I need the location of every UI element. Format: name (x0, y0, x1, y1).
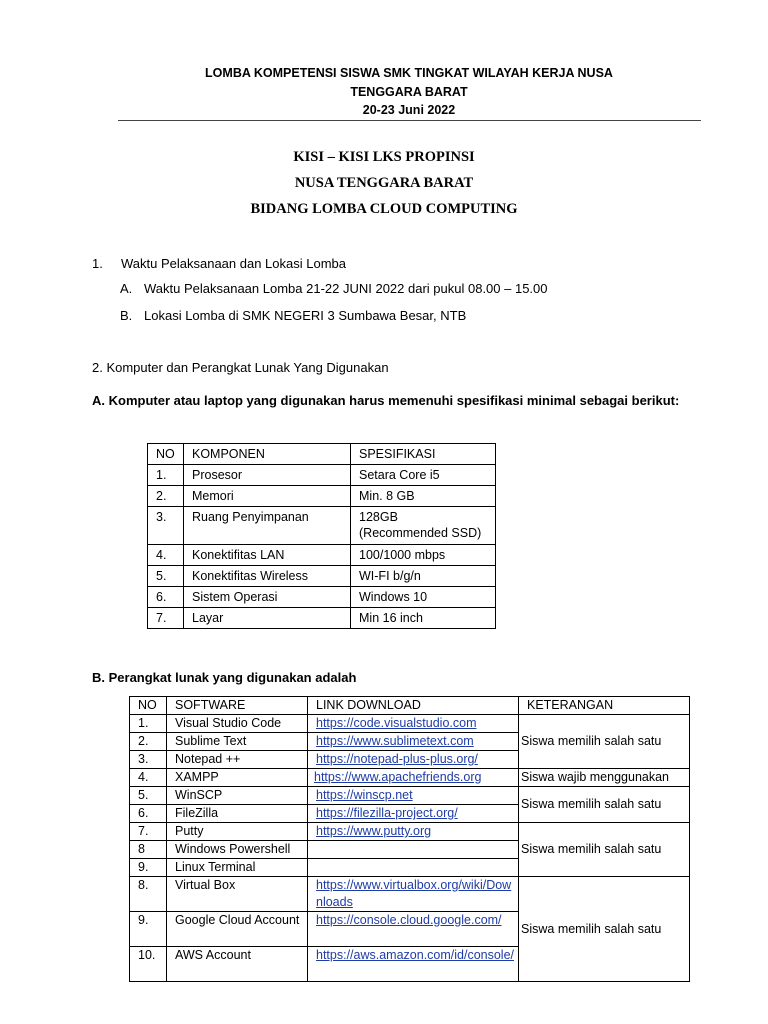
komponen-header-row (148, 444, 496, 465)
section1-b-label: B. (120, 308, 133, 323)
cell-link (308, 733, 519, 751)
cell-no: 7. (148, 608, 184, 629)
cell-komponen: Konektifitas LAN (184, 545, 351, 566)
komponen-table (147, 443, 496, 629)
cell-software: Virtual Box (167, 877, 308, 912)
cell-no: 7. (130, 823, 167, 841)
table-row (130, 877, 690, 912)
cell-spesifikasi: WI-FI b/g/n (351, 566, 496, 587)
download-link[interactable]: https://filezilla-project.org/ (316, 806, 458, 820)
cell-keterangan: Siswa memilih salah satu (519, 715, 690, 769)
title-line-1: KISI – KISI LKS PROPINSI (293, 149, 475, 165)
cell-no: 1. (148, 465, 184, 486)
cell-software: Sublime Text (167, 733, 308, 751)
cell-spesifikasi: Windows 10 (351, 587, 496, 608)
cell-software: Putty (167, 823, 308, 841)
section1-number: 1. (92, 256, 103, 271)
download-link[interactable]: https://www.sublimetext.com (316, 734, 474, 748)
download-link[interactable]: https://winscp.net (316, 788, 413, 802)
download-link[interactable]: https://aws.amazon.com/id/console/ (316, 948, 515, 962)
table-row (148, 545, 496, 566)
table-row (148, 465, 496, 486)
cell-no: 8. (130, 877, 167, 912)
table-row (148, 486, 496, 507)
table-row (148, 566, 496, 587)
cell-spesifikasi: Setara Core i5 (351, 465, 496, 486)
cell-link (308, 947, 519, 982)
cell-spesifikasi: 100/1000 mbps (351, 545, 496, 566)
cell-software: AWS Account (167, 947, 308, 982)
cell-komponen: Konektifitas Wireless (184, 566, 351, 587)
section1-title: Waktu Pelaksanaan dan Lokasi Lomba (121, 256, 346, 271)
cell-komponen: Sistem Operasi (184, 587, 351, 608)
section2-title: 2. Komputer dan Perangkat Lunak Yang Digunakan (92, 360, 389, 375)
cell-no: 9. (130, 859, 167, 877)
cell-komponen: Memori (184, 486, 351, 507)
download-link[interactable]: https://www.putty.org (316, 824, 432, 838)
cell-no: 9. (130, 912, 167, 947)
download-link[interactable]: https://code.visualstudio.com (316, 716, 477, 730)
header-line-1: LOMBA KOMPETENSI SISWA SMK TINGKAT WILAYAH KERJA NUSA (205, 66, 613, 80)
cell-no: 1. (130, 715, 167, 733)
cell-link (308, 751, 519, 769)
cell-no: 5. (148, 566, 184, 587)
cell-no: 6. (130, 805, 167, 823)
col-link-header: LINK DOWNLOAD (308, 697, 519, 715)
cell-keterangan: Siswa memilih salah satu (519, 787, 690, 823)
table-row (148, 507, 496, 545)
cell-no: 6. (148, 587, 184, 608)
cell-software: Linux Terminal (167, 859, 308, 877)
col-software-header: SOFTWARE (167, 697, 308, 715)
cell-no: 2. (130, 733, 167, 751)
title-line-2: NUSA TENGGARA BARAT (294, 175, 474, 191)
cell-link (308, 841, 519, 859)
cell-no: 4. (148, 545, 184, 566)
cell-software: Visual Studio Code (167, 715, 308, 733)
cell-link (308, 912, 519, 947)
title-line-3: BIDANG LOMBA CLOUD COMPUTING (250, 201, 518, 217)
cell-komponen: Layar (184, 608, 351, 629)
software-header-row (130, 697, 690, 715)
section2-a-title: A. Komputer atau laptop yang digunakan harus memenuhi spesifikasi minimal sebagai berikut: (92, 393, 680, 408)
cell-no: 10. (130, 947, 167, 982)
header-line-3: 20-23 Juni 2022 (362, 103, 456, 117)
col-no-header: NO (148, 444, 184, 465)
cell-no: 5. (130, 787, 167, 805)
cell-software: Google Cloud Account (167, 912, 308, 947)
cell-no: 8 (130, 841, 167, 859)
table-row (130, 823, 690, 841)
cell-spesifikasi: Min. 8 GB (351, 486, 496, 507)
table-row (130, 715, 690, 733)
cell-link (308, 859, 519, 877)
cell-link (308, 877, 519, 912)
header-divider (118, 120, 701, 121)
col-spesifikasi-header: SPESIFIKASI (351, 444, 496, 465)
table-row (130, 787, 690, 805)
document-header (118, 64, 700, 120)
cell-no: 2. (148, 486, 184, 507)
download-link[interactable]: https://notepad-plus-plus.org/ (316, 752, 478, 766)
col-komponen-header: KOMPONEN (184, 444, 351, 465)
cell-software: XAMPP (167, 769, 308, 787)
section1-b-text: Lokasi Lomba di SMK NEGERI 3 Sumbawa Besar, NTB (144, 308, 467, 323)
cell-link (308, 715, 519, 733)
cell-link (308, 787, 519, 805)
table-row (148, 608, 496, 629)
cell-no: 4. (130, 769, 167, 787)
section1-a-label: A. (120, 281, 133, 296)
cell-link (308, 769, 519, 787)
download-link[interactable]: https://console.cloud.google.com/ (316, 913, 502, 927)
cell-keterangan: Siswa memilih salah satu (519, 823, 690, 877)
cell-komponen: Prosesor (184, 465, 351, 486)
col-no-header: NO (130, 697, 167, 715)
cell-software: Windows Powershell (167, 841, 308, 859)
download-link[interactable]: https://www.apachefriends.org (314, 770, 482, 784)
cell-link (308, 805, 519, 823)
cell-software: Notepad ++ (167, 751, 308, 769)
cell-software: WinSCP (167, 787, 308, 805)
cell-spesifikasi: 128GB (Recommended SSD) (351, 507, 496, 545)
col-keterangan-header: KETERANGAN (519, 697, 690, 715)
cell-keterangan: Siswa memilih salah satu (519, 877, 690, 982)
table-row (148, 587, 496, 608)
cell-software: FileZilla (167, 805, 308, 823)
cell-no: 3. (148, 507, 184, 545)
cell-link (308, 823, 519, 841)
section2-b-title: B. Perangkat lunak yang digunakan adalah (92, 670, 357, 685)
cell-komponen: Ruang Penyimpanan (184, 507, 351, 545)
section1-a-text: Waktu Pelaksanaan Lomba 21-22 JUNI 2022 dari pukul 08.00 – 15.00 (144, 281, 548, 296)
cell-keterangan: Siswa wajib menggunakan (519, 769, 690, 787)
cell-spesifikasi: Min 16 inch (351, 608, 496, 629)
table-row (130, 769, 690, 787)
cell-no: 3. (130, 751, 167, 769)
software-table (129, 696, 690, 982)
header-line-2: TENGGARA BARAT (350, 84, 468, 99)
download-link[interactable]: https://www.virtualbox.org/wiki/Downloads (316, 878, 512, 909)
